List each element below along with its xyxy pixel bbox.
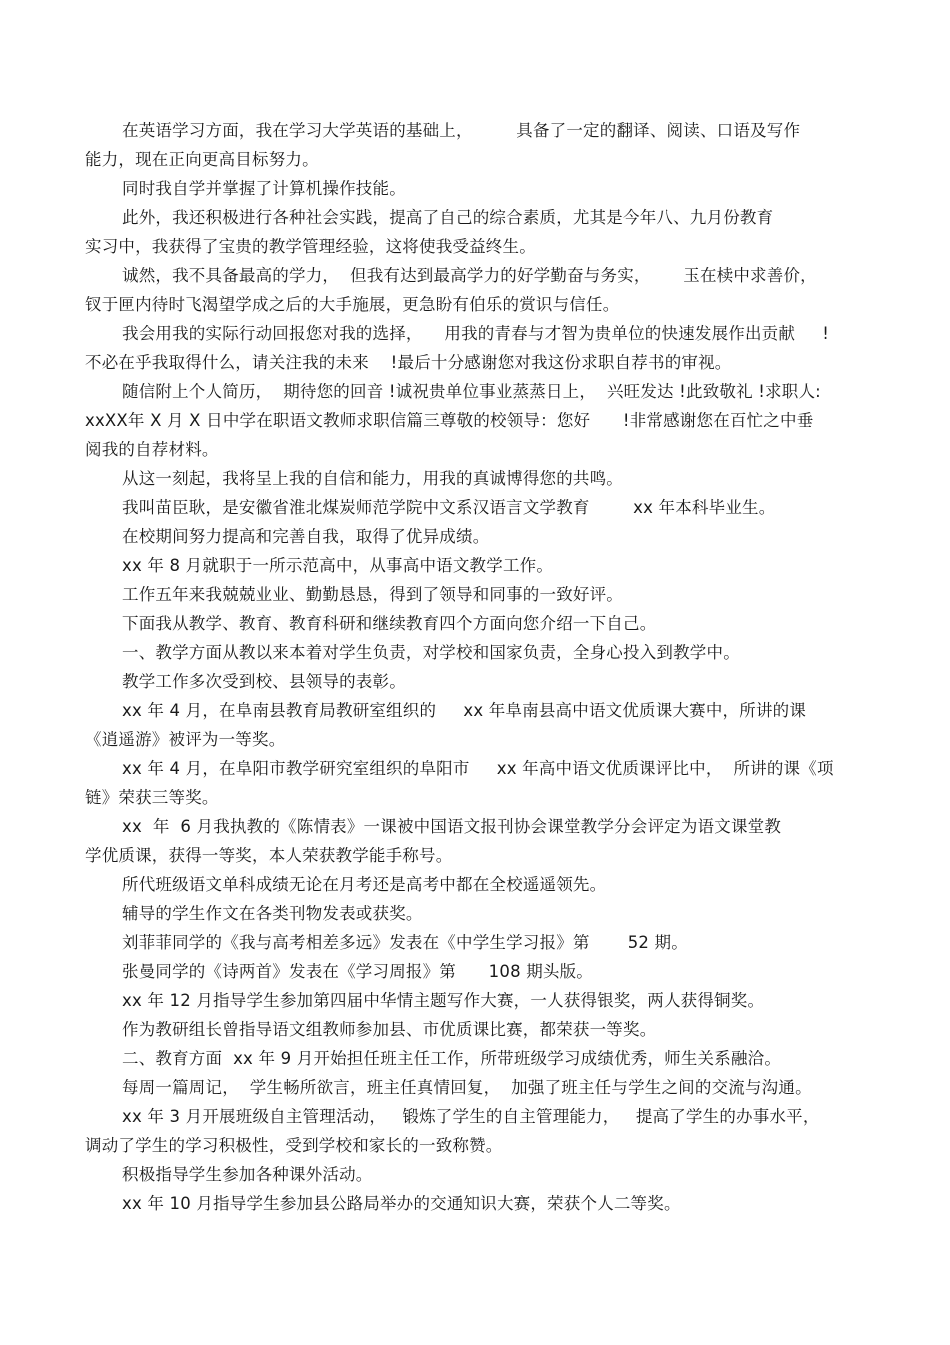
paragraph-line: 工作五年来我兢兢业业、勤勤恳恳，得到了领导和同事的一致好评。	[122, 585, 623, 604]
paragraph-line: xxXX年 X 月 X 日中学在职语文教师求职信篇三尊敬的校领导：您好 !非常感谢您在百忙之中垂	[85, 411, 814, 430]
paragraph-line: 作为教研组长曾指导语文组教师参加县、市优质课比赛，都荣获一等奖。	[122, 1020, 657, 1039]
paragraph-line: 学优质课，获得一等奖，本人荣获教学能手称号。	[85, 846, 453, 865]
paragraph-line: xx 年 8 月就职于一所示范高中，从事高中语文教学工作。	[122, 556, 554, 575]
paragraph-line: 不必在乎我取得什么，请关注我的未来 !最后十分感谢您对我这份求职自荐书的审视。	[85, 353, 732, 372]
paragraph-line: 在校期间努力提高和完善自我，取得了优异成绩。	[122, 527, 490, 546]
paragraph-line: 能力，现在正向更高目标努力。	[85, 150, 319, 169]
paragraph-line: 所代班级语文单科成绩无论在月考还是高考中都在全校遥遥领先。	[122, 875, 607, 894]
paragraph-line: xx 年 10 月指导学生参加县公路局举办的交通知识大赛，荣获个人二等奖。	[122, 1194, 681, 1213]
paragraph-line: 教学工作多次受到校、县领导的表彰。	[122, 672, 406, 691]
paragraph-line: 积极指导学生参加各种课外活动。	[122, 1165, 373, 1184]
paragraph-line: 此外，我还积极进行各种社会实践，提高了自己的综合素质，尤其是今年八、九月份教育	[122, 208, 774, 227]
paragraph-line: 实习中，我获得了宝贵的教学管理经验，这将使我受益终生。	[85, 237, 536, 256]
paragraph-line: xx 年 12 月指导学生参加第四届中华情主题写作大赛，一人获得银奖，两人获得铜奖。	[122, 991, 765, 1010]
paragraph-line: 每周一篇周记， 学生畅所欲言，班主任真情回复， 加强了班主任与学生之间的交流与沟通。	[122, 1078, 812, 1097]
paragraph-line: 阅我的自荐材料。	[85, 440, 219, 459]
paragraph-line: 诚然，我不具备最高的学力， 但我有达到最高学力的好学勤奋与务实， 玉在椟中求善价，	[122, 266, 817, 285]
paragraph-line: 我会用我的实际行动回报您对我的选择， 用我的青春与才智为贵单位的快速发展作出贡献 !	[122, 324, 830, 343]
paragraph-line: 《逍遥游》被评为一等奖。	[85, 730, 286, 749]
paragraph-line: 辅导的学生作文在各类刊物发表或获奖。	[122, 904, 423, 923]
paragraph-line: 下面我从教学、教育、教育科研和继续教育四个方面向您介绍一下自己。	[122, 614, 657, 633]
paragraph-line: 刘菲菲同学的《我与高考相差多远》发表在《中学生学习报》第 52 期。	[122, 933, 688, 952]
paragraph-line: 一、教学方面从教以来本着对学生负责，对学校和国家负责，全身心投入到教学中。	[122, 643, 740, 662]
paragraph-line: 张曼同学的《诗两首》发表在《学习周报》第 108 期头版。	[122, 962, 594, 981]
paragraph-line: xx 年 3 月开展班级自主管理活动， 锻炼了学生的自主管理能力， 提高了学生的办事水平，	[122, 1107, 820, 1126]
paragraph-line: 二、教育方面 xx 年 9 月开始担任班主任工作，所带班级学习成绩优秀，师生关系融洽。	[122, 1049, 782, 1068]
paragraph-line: 我叫苗臣耿，是安徽省淮北煤炭师范学院中文系汉语言文学教育 xx 年本科毕业生。	[122, 498, 776, 517]
paragraph-line: xx 年 4 月，在阜南县教育局教研室组织的 xx 年阜南县高中语文优质课大赛中，所讲的课	[122, 701, 807, 720]
paragraph-line: 同时我自学并掌握了计算机操作技能。	[122, 179, 406, 198]
paragraph-line: 调动了学生的学习积极性，受到学校和家长的一致称赞。	[85, 1136, 503, 1155]
paragraph-line: 钗于匣内待时飞渴望学成之后的大手施展，更急盼有伯乐的赏识与信任。	[85, 295, 620, 314]
paragraph-line: 在英语学习方面，我在学习大学英语的基础上， 具备了一定的翻译、阅读、口语及写作	[122, 121, 801, 140]
paragraph-line: xx 年 6 月我执教的《陈情表》一课被中国语文报刊协会课堂教学分会评定为语文课堂教	[122, 817, 782, 836]
paragraph-line: 随信附上个人简历， 期待您的回音 !诚祝贵单位事业蒸蒸日上， 兴旺发达 !此致敬礼 !求职人:	[122, 382, 821, 401]
paragraph-line: xx 年 4 月，在阜阳市教学研究室组织的阜阳市 xx 年高中语文优质课评比中， 所讲的课《项	[122, 759, 834, 778]
paragraph-line: 链》荣获三等奖。	[85, 788, 219, 807]
paragraph-line: 从这一刻起，我将呈上我的自信和能力，用我的真诚博得您的共鸣。	[122, 469, 623, 488]
